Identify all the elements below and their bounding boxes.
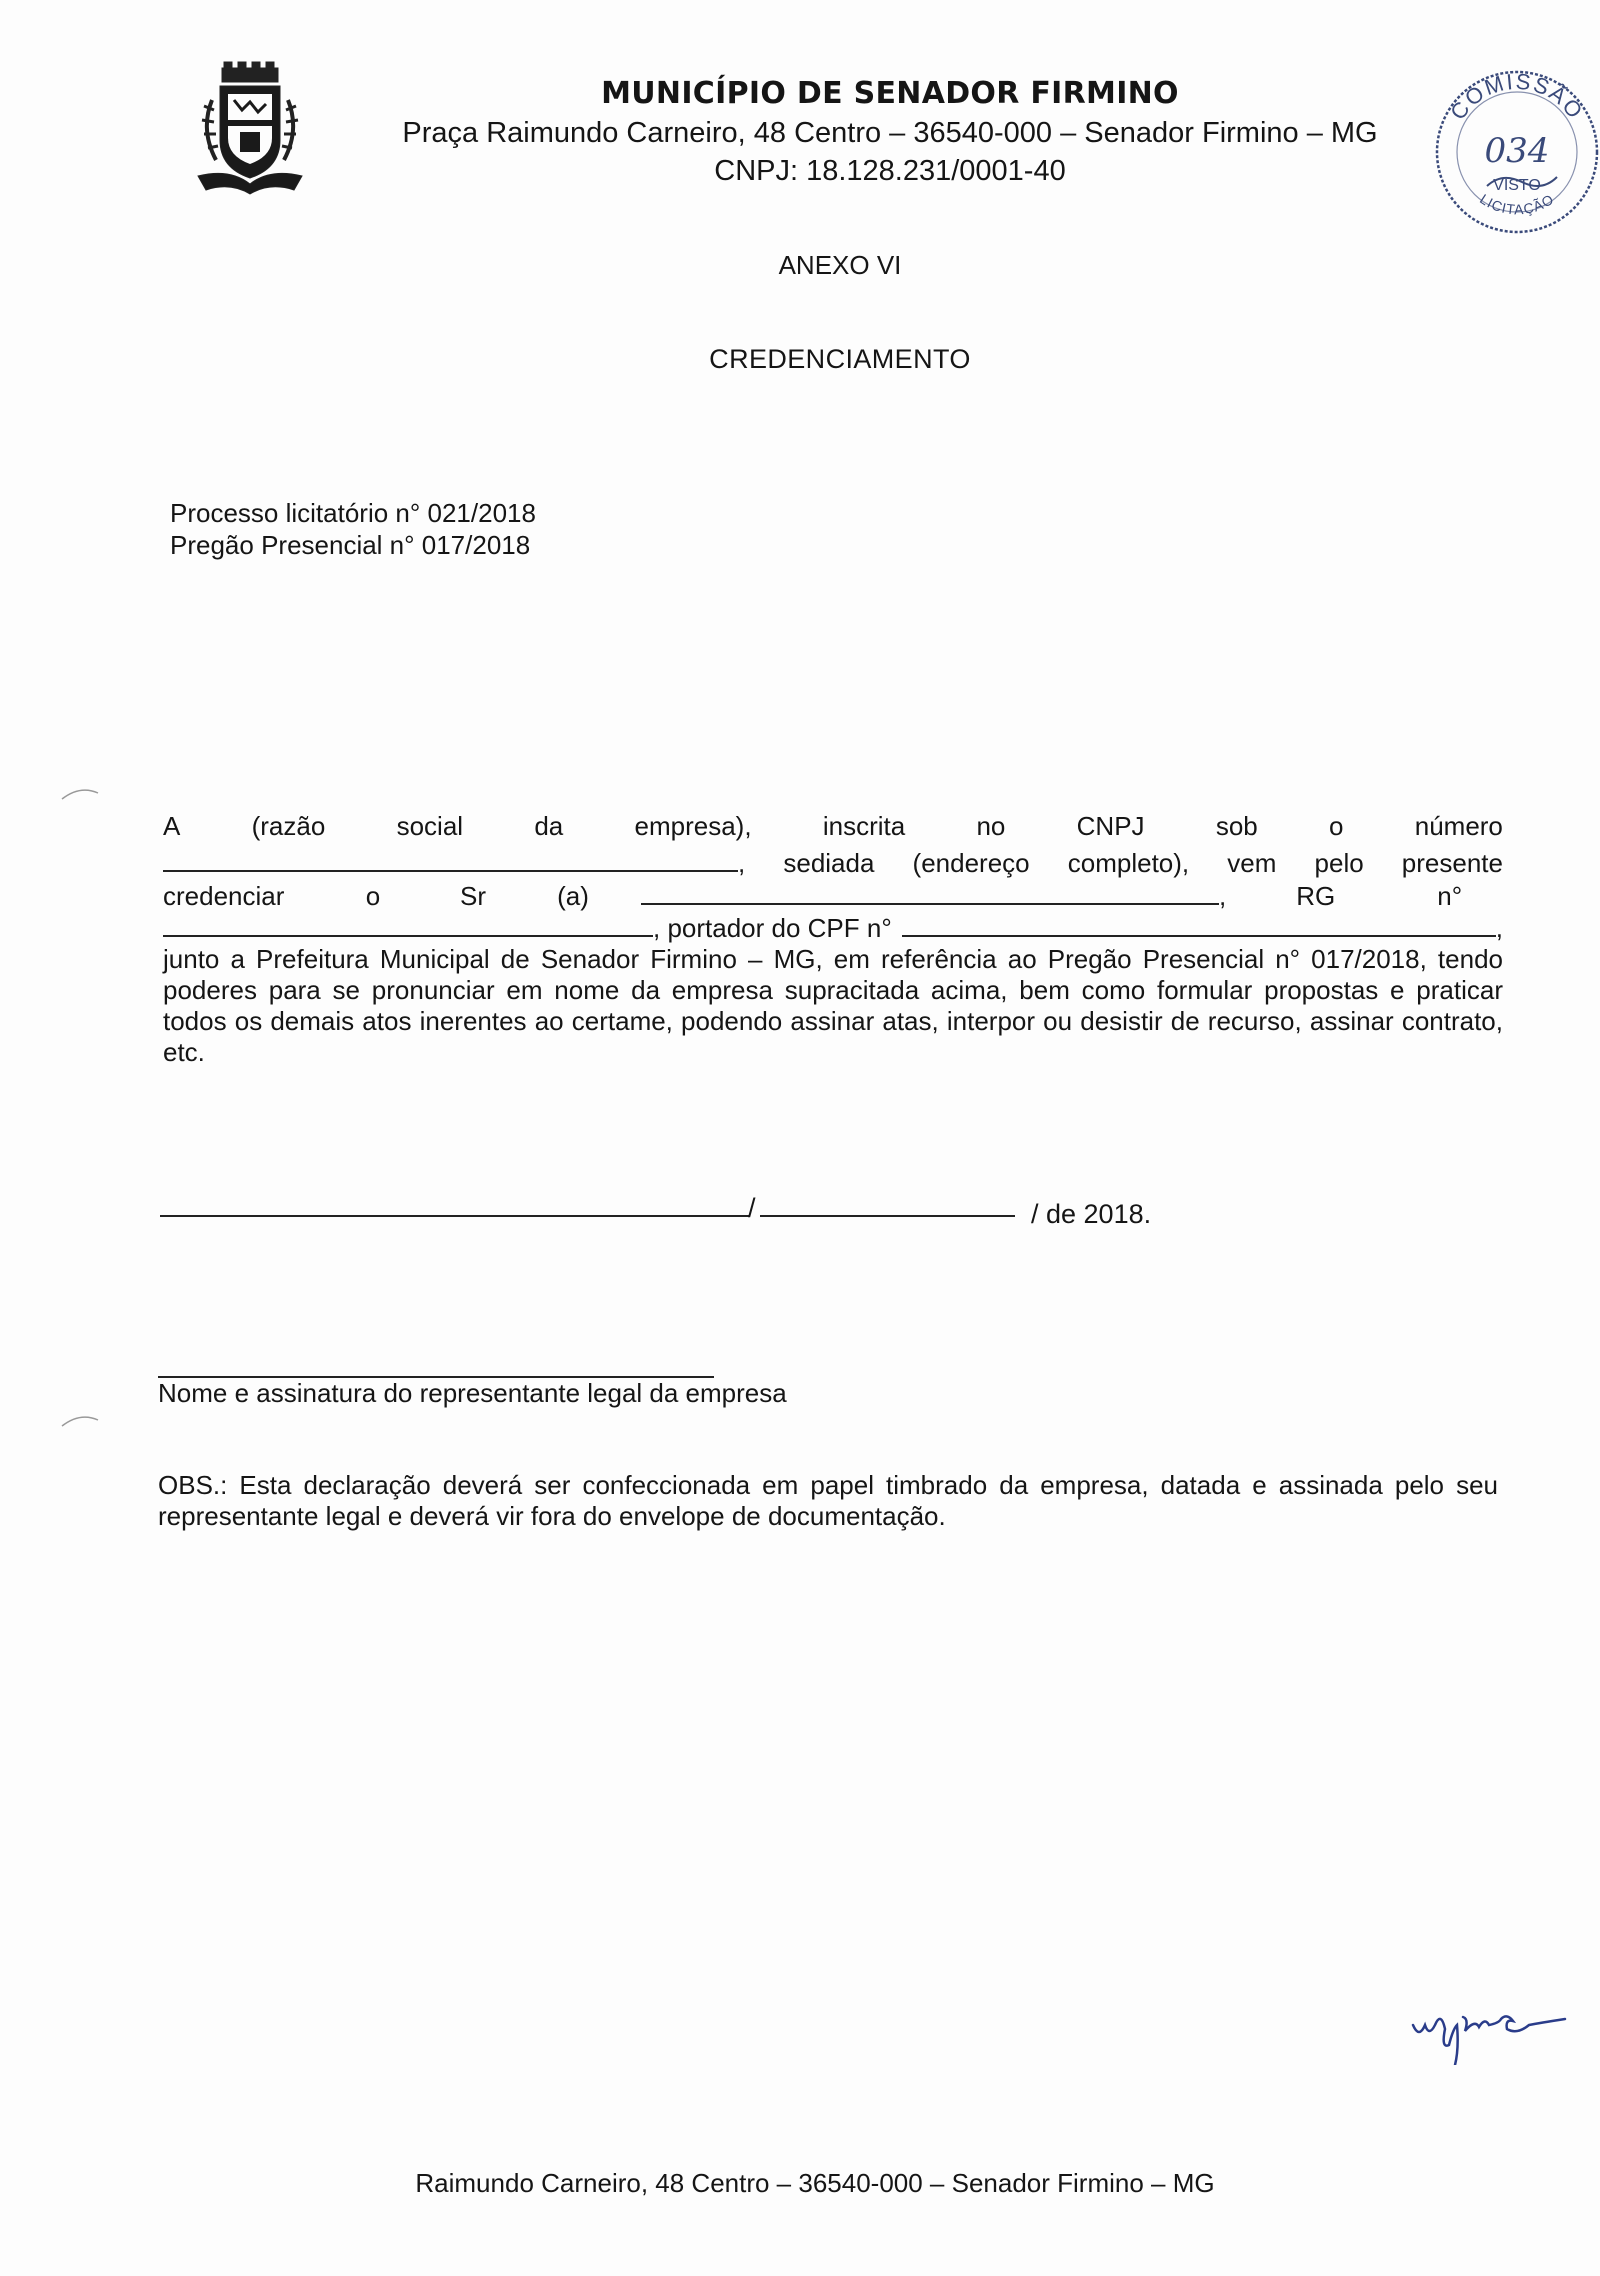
date-year: / de 2018. xyxy=(1031,1199,1152,1229)
date-month-blank[interactable] xyxy=(760,1215,1015,1217)
stamp-bottom-text: LICITAÇÃO xyxy=(1477,190,1557,218)
scan-mark-icon xyxy=(60,783,100,803)
representative-name-blank[interactable] xyxy=(641,881,1219,905)
document-title: CREDENCIAMENTO xyxy=(709,344,971,374)
process-number: Processo licitatório n° 021/2018 xyxy=(170,498,536,528)
body-line-1: A (razão social da empresa), inscrita no CNPJ sob o número xyxy=(163,811,1503,841)
scan-mark-icon xyxy=(60,1410,100,1430)
body-line-4: , portador do CPF n° , xyxy=(163,912,1503,944)
municipality-cnpj: CNPJ: 18.128.231/0001-40 xyxy=(714,155,1066,187)
rg-blank[interactable] xyxy=(163,913,653,937)
body-line-2: , sediada (endereço completo), vem pelo presente xyxy=(163,847,1503,879)
observation-note: OBS.: Esta declaração deverá ser confeccionada em papel timbrado da empresa, datada e assinada pelo seu representante legal e deverá vir fora do envelope de documentação. xyxy=(158,1470,1498,1531)
pregao-number: Pregão Presencial n° 017/2018 xyxy=(170,530,531,560)
svg-text:LICITAÇÃO xyxy=(1477,191,1557,218)
handwritten-rubric-icon xyxy=(1405,1995,1600,2065)
footer-address: Raimundo Carneiro, 48 Centro – 36540-000 – Senador Firmino – MG xyxy=(415,2168,1215,2198)
cpf-blank[interactable] xyxy=(902,913,1496,937)
municipality-title: MUNICÍPIO DE SENADOR FIRMINO xyxy=(601,76,1179,111)
stamp-number: 034 xyxy=(1484,131,1550,171)
stamp-top-text: COMISSÃO xyxy=(1445,68,1589,125)
svg-text:COMISSÃO xyxy=(1445,69,1589,125)
cnpj-blank[interactable] xyxy=(163,848,738,872)
body-line-3: credenciar o Sr (a) , RG n° xyxy=(163,881,1463,911)
stamp-visto: VISTO xyxy=(1493,177,1541,194)
date-separator: / xyxy=(748,1193,756,1223)
body-paragraph: junto a Prefeitura Municipal de Senador Firmino – MG, em referência ao Pregão Presencial n° 017/2018, tendo poderes para se pronunciar em nome da empresa supracitada acima, bem como formular propostas e praticar todos os demais atos inerentes ao certame, podendo assinar atas, interpor ou desistir de recurso, assinar contrato, etc. xyxy=(163,944,1503,1067)
municipality-address: Praça Raimundo Carneiro, 48 Centro – 36540-000 – Senador Firmino – MG xyxy=(402,117,1378,149)
annex-label: ANEXO VI xyxy=(778,250,902,280)
signature-label: Nome e assinatura do representante legal da empresa xyxy=(158,1378,787,1408)
commission-stamp xyxy=(1432,62,1600,242)
date-city-blank[interactable] xyxy=(160,1215,750,1217)
